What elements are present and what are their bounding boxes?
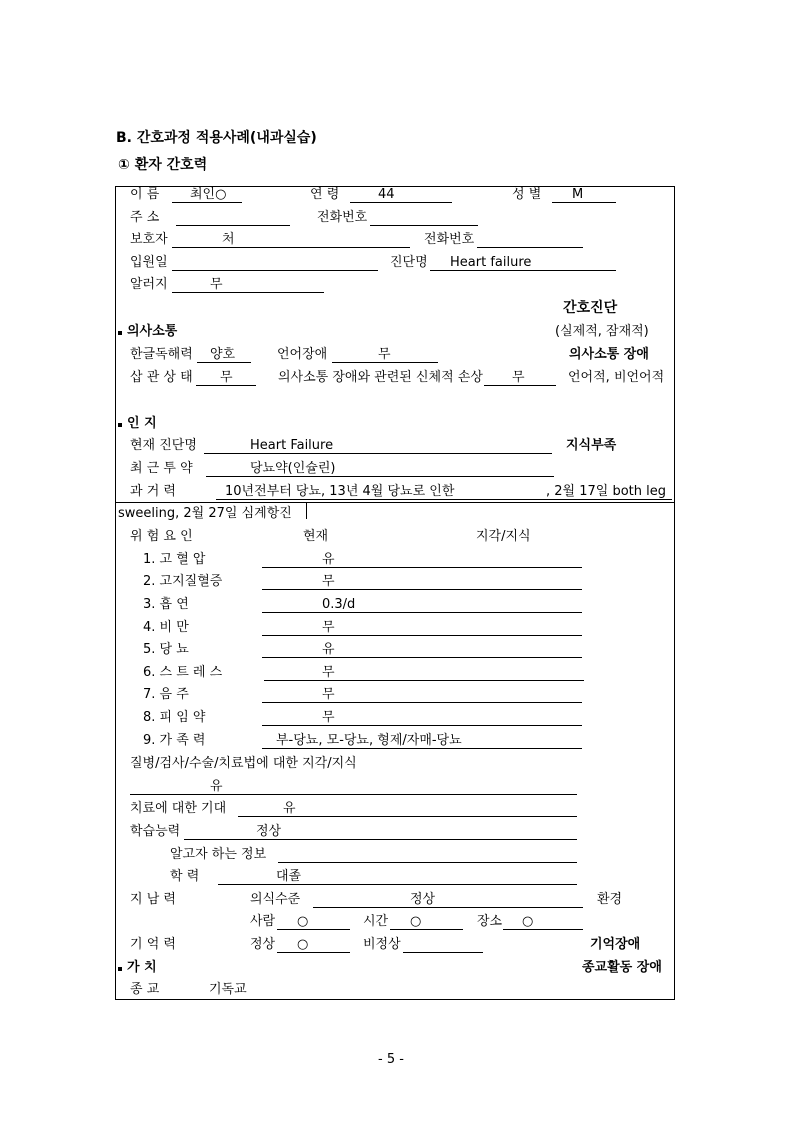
risk-item-label: 4. 비 만 [143,620,189,635]
risk-item-label: 3. 흡 연 [143,597,189,612]
current-dx-label: 현재 진단명 [130,438,197,453]
values-title: 가 치 [127,960,157,975]
phone-label: 전화번호 [317,210,368,225]
risk-item-label: 8. 피 임 약 [143,710,206,725]
damage-value: 무 [512,370,525,385]
learning-underline [184,839,577,840]
time-underline [390,929,463,930]
communication-title: 의사소통 [127,324,178,339]
verbal-text: 언어적, 비언어적 [568,370,665,385]
name-value: 최인○ [190,187,227,202]
diagnosis-value: Heart failure [450,255,532,270]
page-number: - 5 - [378,1052,404,1067]
admission-label: 입원일 [130,255,168,270]
disease-knowledge-label: 질병/검사/수술/치료법에 대한 지각/지식 [130,756,357,771]
intubation-value: 무 [220,370,233,385]
diagnosis-underline [430,270,616,271]
divider [115,502,675,503]
treatment-expect-value: 유 [283,801,296,816]
memory-label: 기 억 력 [130,937,176,952]
risk-label: 위 험 요 인 [130,529,193,544]
learning-value: 정상 [256,824,282,839]
risk-item-underline [262,725,582,726]
bullet-icon [118,967,122,971]
guardian-phone-underline [477,247,583,248]
learning-label: 학습능력 [130,824,181,839]
normal-label: 정상 [250,937,276,952]
recent-med-label: 최 근 투 약 [130,461,193,476]
allergy-underline [172,292,324,293]
normal-underline [277,952,350,953]
age-label: 연 령 [310,187,340,202]
religion-label: 종 교 [130,982,160,997]
history-line1: 10년전부터 당뇨, 13년 4월 당뇨로 인한 [225,484,455,499]
guardian-value: 처 [222,232,235,247]
speech-value: 무 [378,347,391,362]
bullet-icon [118,331,122,335]
risk-item-underline [262,748,582,749]
risk-item-underline [262,657,582,658]
diagnosis-label: 진단명 [390,255,428,270]
recent-med-value: 당뇨약(인슐린) [250,461,336,476]
allergy-value: 무 [210,277,223,292]
education-label: 학 력 [170,869,200,884]
disease-knowledge-value: 유 [210,779,223,794]
risk-item-value: 유 [322,642,335,657]
want-info-label: 알고자 하는 정보 [170,847,267,862]
disease-knowledge-underline [130,794,577,795]
damage-label: 의사소통 장애와 관련된 신체적 손상 [278,370,483,385]
place-underline [503,929,583,930]
place-value: ○ [522,914,534,929]
sex-value: M [572,187,584,202]
guardian-label: 보호자 [130,232,168,247]
intubation-underline [196,385,256,386]
treatment-expect-label: 치료에 대한 기대 [130,801,227,816]
address-underline [176,225,290,226]
intubation-label: 삽 관 상 태 [130,370,193,385]
current-dx-underline [204,453,552,454]
treatment-expect-underline [238,816,577,817]
risk-item-value: 무 [322,574,335,589]
time-value: ○ [410,914,422,929]
risk-item-underline [262,702,582,703]
damage-underline [484,385,556,386]
sub-title: ① 환자 간호력 [118,157,208,173]
orientation-dx: 환경 [597,892,623,907]
person-label: 사람 [250,914,276,929]
guardian-underline [172,247,410,248]
bullet-icon [118,423,122,427]
korean-underline [197,362,251,363]
risk-item-value: 부-당뇨, 모-당뇨, 형제/자매-당뇨 [276,733,462,748]
speech-underline [332,362,438,363]
sex-underline [552,202,616,203]
risk-item-underline [262,589,582,590]
allergy-label: 알러지 [130,277,168,292]
risk-item-value: 무 [322,665,335,680]
section-title: B. 간호과정 적용사례(내과실습) [116,130,317,146]
age-underline [350,202,452,203]
memory-dx: 기억장애 [590,937,641,952]
risk-item-value: 0.3/d [322,597,356,612]
risk-item-label: 6. 스 트 레 스 [143,665,223,680]
name-label: 이 름 [130,187,160,202]
risk-item-underline [262,635,582,636]
phone-underline [370,225,478,226]
recent-med-underline [206,476,554,477]
abnormal-label: 비정상 [363,937,401,952]
risk-item-label: 1. 고 혈 압 [143,552,206,567]
nursing-dx-sub: (실제적, 잠재적) [555,324,649,339]
education-value: 대졸 [276,869,302,884]
risk-item-underline [264,680,584,681]
age-value: 44 [378,187,395,202]
risk-item-value: 무 [322,620,335,635]
history-line1b: , 2월 17일 both leg [546,484,666,499]
risk-item-value: 무 [322,710,335,725]
communication-dx: 의사소통 장애 [569,347,649,362]
guardian-phone-label: 전화번호 [424,232,475,247]
education-underline [218,884,577,885]
speech-label: 언어장애 [277,347,328,362]
normal-value: ○ [297,937,309,952]
consciousness-value: 정상 [410,892,436,907]
risk-item-label: 5. 당 뇨 [143,642,189,657]
cognition-title: 인 지 [127,416,157,431]
person-underline [277,929,350,930]
current-dx-value: Heart Failure [250,438,334,453]
abnormal-underline [403,952,483,953]
history-label: 과 거 력 [130,484,176,499]
risk-item-underline [262,567,582,568]
current-label: 현재 [303,529,329,544]
risk-item-value: 유 [322,552,335,567]
nursing-dx-header: 간호진단 [563,300,618,316]
history-line2: sweeling, 2월 27일 심계항진 [118,506,292,521]
divider-short [306,502,307,519]
person-value: ○ [297,914,309,929]
name-underline [172,202,242,203]
risk-item-label: 2. 고지질혈증 [143,574,223,589]
consciousness-underline [313,907,583,908]
orientation-label: 지 남 력 [130,892,176,907]
sex-label: 성 별 [512,187,542,202]
korean-label: 한글독해력 [130,347,193,362]
want-info-underline [278,862,577,863]
address-label: 주 소 [130,210,160,225]
perception-label: 지각/지식 [476,529,531,544]
consciousness-label: 의식수준 [250,892,301,907]
risk-item-label: 7. 음 주 [143,687,189,702]
values-dx: 종교활동 장애 [582,960,662,975]
korean-value: 양호 [210,347,236,362]
risk-item-label: 9. 가 족 력 [143,733,206,748]
admission-underline [172,270,378,271]
place-label: 장소 [477,914,503,929]
risk-item-underline [262,612,582,613]
religion-value: 기독교 [209,982,247,997]
time-label: 시간 [363,914,389,929]
risk-item-value: 무 [322,687,335,702]
cognition-dx: 지식부족 [566,438,617,453]
